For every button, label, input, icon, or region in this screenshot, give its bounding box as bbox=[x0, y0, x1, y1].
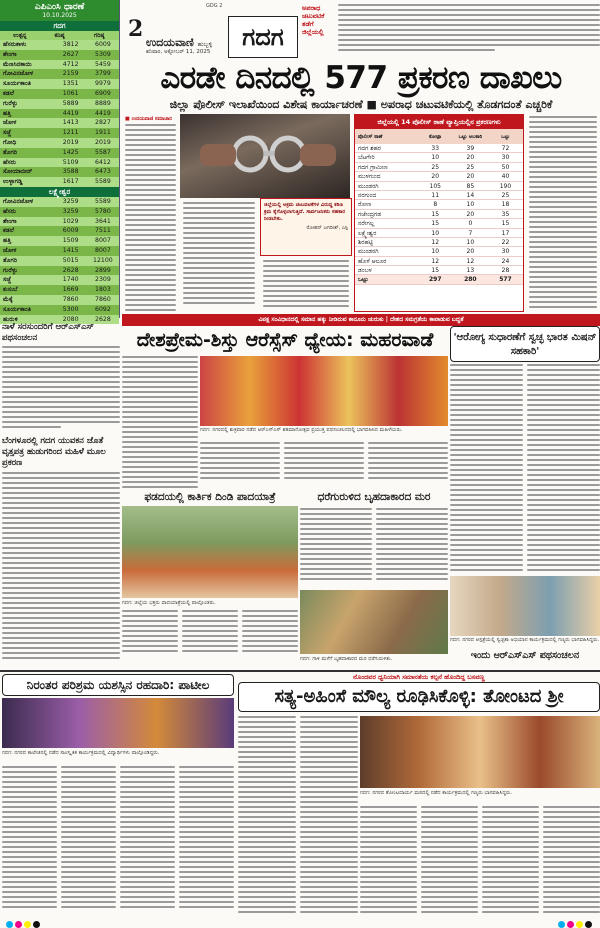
crime-cell-a: 10 bbox=[431, 154, 440, 162]
apmc-max: 6473 bbox=[95, 168, 111, 176]
apmc-min: 5109 bbox=[62, 158, 79, 166]
th-total: ಒಟ್ಟು bbox=[501, 133, 510, 140]
health-event-photo bbox=[450, 576, 600, 636]
crime-cell-c: 24 bbox=[501, 257, 510, 265]
crime-cell-c: 17 bbox=[501, 229, 510, 237]
apmc-row bbox=[0, 138, 119, 148]
apmc-row bbox=[0, 207, 119, 217]
crime-cell-a: 10 bbox=[431, 248, 440, 256]
apmc-row bbox=[0, 79, 119, 89]
crime-cell-a: 25 bbox=[431, 163, 440, 171]
crime-cell-c: 72 bbox=[501, 145, 510, 152]
crime-cell-b: 85 bbox=[466, 182, 475, 190]
main-story-col2 bbox=[180, 200, 258, 312]
crime-cell-c: 18 bbox=[501, 201, 510, 209]
handcuffs-photo bbox=[180, 114, 350, 198]
registration-dots-right bbox=[558, 913, 594, 928]
apmc-min: 1415 bbox=[62, 246, 79, 254]
total-label: ಒಟ್ಟು bbox=[358, 276, 369, 284]
crime-table-row bbox=[355, 163, 523, 172]
crime-cell-a: 11 bbox=[431, 191, 440, 199]
main-subheadline: ಜಿಲ್ಲಾ ಪೊಲೀಸ್ ಇಲಾಖೆಯಿಂದ ವಿಶೇಷ ಕಾರ್ಯಾಚರಣೆ ■ ಅಪರಾಧ ಚಟುವಟಿಕೆಯಲ್ಲಿ ತೊಡಗದಂತೆ ಎಚ್ಚರಿಕೆ bbox=[169, 98, 553, 111]
registration-dots-left bbox=[6, 913, 42, 928]
apmc-max: 5780 bbox=[95, 207, 111, 215]
apmc-name: ಗೋವಿನಜೋಳ bbox=[3, 197, 34, 205]
sp-quote-box bbox=[260, 198, 352, 256]
apmc-min: 1509 bbox=[62, 237, 79, 245]
apmc-max: 8007 bbox=[95, 237, 111, 245]
apmc-name: ಉಳ್ಳಾಗಡ್ಡಿ bbox=[3, 178, 23, 186]
apmc-min: 5015 bbox=[62, 256, 79, 264]
apmc-row bbox=[0, 236, 119, 246]
tree-fall-text bbox=[300, 508, 448, 588]
main-story-col3 bbox=[260, 258, 352, 312]
crime-table-title: ಜಿಲ್ಲೆಯಲ್ಲಿ 14 ಪೊಲೀಸ್ ಠಾಣೆ ವ್ಯಾಪ್ತಿಯಲ್ಲಿನ ಪ್ರಕರಣಗಳು bbox=[355, 115, 523, 129]
apmc-name: ಜೋಳ bbox=[3, 246, 17, 254]
apmc-name: ಮೆಕ್ಕೆ bbox=[3, 295, 13, 303]
crime-cell-name: ಮುಂಡರಗಿ bbox=[358, 248, 379, 256]
apmc-max: 7860 bbox=[95, 295, 111, 303]
sp-quote: ಜಿಲ್ಲೆಯಲ್ಲಿ ಅಕ್ರಮ ಚಟುವಟಿಕೆಗಳ ವಿರುದ್ಧ ಕಠಿಣ ಕ್ರಮ ಕೈಗೊಳ್ಳಲಾಗುತ್ತಿದೆ. ಸಾರ್ವಜನಿಕರು ಸಹಕಾರ ನೀಡಬೇಕು. bbox=[264, 202, 346, 222]
crime-cell-name: ರೋಣ bbox=[358, 201, 372, 209]
th-kotpa: ಕೋಟ್ಪಾ bbox=[428, 133, 442, 140]
padayatre-caption: ಗದಗ: ಜಿಲ್ಲೆಯ ಭಕ್ತರು ಪಾದಯಾತ್ರೆಯಲ್ಲಿ ಪಾಲ್ಗೊಂಡರು. bbox=[122, 600, 216, 606]
apmc-min: 1740 bbox=[62, 276, 79, 284]
rss-story-col2 bbox=[200, 442, 448, 488]
banner-strip: ವಿಪಕ್ಷ ಸಂವಿಧಾನದಲ್ಲಿ ಸಮಾನ ಹಕ್ಕು ನೀಡಿರುವ ಕಾನೂನು ಚುರುಕು | ದೇಶದ ಸಮಗ್ರತೆಯ ಕಾಪಾಡುವ ಬದ್ಧತೆ bbox=[122, 314, 600, 326]
apmc-row bbox=[0, 285, 119, 295]
padayatre-text bbox=[122, 610, 298, 668]
apmc-min: 1211 bbox=[62, 129, 79, 137]
byline: ■ ಉದಯವಾಣಿ ಸಮಾಚಾರ bbox=[125, 116, 172, 122]
apmc-max: 8007 bbox=[95, 246, 111, 254]
health-story-text bbox=[450, 364, 600, 574]
apmc-min: 5300 bbox=[62, 305, 79, 313]
crime-cell-a: 10 bbox=[431, 229, 440, 237]
apmc-max: 6009 bbox=[95, 41, 111, 48]
thontada-story-col2 bbox=[360, 806, 600, 916]
print-registration-marks bbox=[0, 916, 600, 928]
apmc-name: ಸಜ್ಜೆ bbox=[3, 129, 12, 137]
crime-cell-b: 10 bbox=[466, 238, 475, 246]
apmc-min: 2628 bbox=[62, 266, 79, 274]
crime-cell-name: ಡಂಬಳ bbox=[358, 267, 372, 275]
crime-cell-a: 15 bbox=[431, 210, 440, 218]
crime-cell-c: 25 bbox=[501, 191, 510, 199]
apmc-min: 1413 bbox=[62, 119, 79, 127]
apmc-max: 3799 bbox=[95, 70, 111, 78]
rss-march-text bbox=[2, 346, 120, 432]
crime-cell-b: 13 bbox=[466, 267, 475, 275]
apmc-name: ಕಡಲೆ bbox=[3, 89, 14, 97]
apmc-name: ಕಡಲೆ bbox=[3, 227, 14, 235]
apmc-min: 3812 bbox=[62, 41, 79, 48]
crime-cell-b: 12 bbox=[466, 257, 475, 265]
apmc-max: 5589 bbox=[95, 197, 111, 205]
bengaluru-story-headline: ಬೆಂಗಳೂರಲ್ಲಿ ಗದಗ ಯುವಕನ ಜೊತೆ ವೃತ್ತಪತ್ರ ಹುಡುಗರಿಂದ ಮಹಿಳೆ ಮೂಲ ಪ್ರಕರಣ bbox=[2, 436, 106, 468]
apmc-max: 2019 bbox=[95, 138, 111, 146]
apmc-row bbox=[0, 99, 119, 109]
crime-cases-table bbox=[354, 114, 524, 312]
apmc-row bbox=[0, 275, 119, 285]
apmc-name: ಹತ್ತಿ bbox=[3, 109, 12, 117]
crime-cell-b: 10 bbox=[466, 201, 475, 209]
apmc-name: ಹತ್ತಿ bbox=[3, 237, 12, 245]
handcuffs-icon bbox=[180, 114, 350, 198]
crime-table-body bbox=[355, 144, 523, 275]
apmc-row bbox=[0, 197, 119, 207]
main-story-col4 bbox=[526, 114, 600, 314]
apmc-min: 2019 bbox=[62, 138, 79, 146]
apmc-max: 9979 bbox=[95, 80, 111, 88]
padayatre-photo bbox=[122, 506, 298, 598]
apmc-price-panel bbox=[0, 0, 120, 323]
crime-table-row bbox=[355, 144, 523, 153]
apmc-max: 6909 bbox=[95, 89, 111, 97]
crime-cell-b: 20 bbox=[466, 210, 475, 218]
crime-cell-c: 30 bbox=[501, 154, 510, 162]
apmc-min: 3588 bbox=[62, 168, 79, 176]
crime-table-row bbox=[355, 247, 523, 256]
apmc-name: ಗುರೆಳ್ಳು bbox=[3, 99, 18, 107]
apmc-max: 4419 bbox=[95, 109, 111, 117]
crime-table-row bbox=[355, 200, 523, 209]
apmc-name: ಕುಸುಬೆ bbox=[3, 286, 18, 294]
crime-table-row bbox=[355, 153, 523, 162]
total-b: 280 bbox=[464, 276, 477, 284]
apmc-name: ಗುರೆಳ್ಳು bbox=[3, 266, 18, 274]
paper-title: ಉದಯವಾಣಿ bbox=[146, 36, 194, 49]
crime-cell-a: 12 bbox=[431, 257, 440, 265]
crime-cell-name: ನರೇಗಲ್ಲ bbox=[358, 220, 375, 228]
crime-cell-a: 15 bbox=[431, 267, 440, 275]
crime-cell-c: 190 bbox=[499, 182, 512, 190]
apmc-min: 3259 bbox=[62, 207, 79, 215]
top-brief-text bbox=[302, 2, 600, 58]
crime-cell-b: 0 bbox=[468, 220, 473, 228]
apmc-min: 1029 bbox=[62, 217, 79, 225]
apmc-row bbox=[0, 148, 119, 158]
apmc-min: 2159 bbox=[62, 70, 79, 78]
crime-cell-c: 15 bbox=[501, 220, 510, 228]
apmc-max: 6412 bbox=[95, 158, 111, 166]
rss-march-photo bbox=[200, 356, 448, 426]
city-title: ಗದಗ bbox=[228, 16, 298, 58]
apmc-name: ಶೇಂಗಾ bbox=[3, 50, 17, 58]
crime-table-row bbox=[355, 238, 523, 247]
apmc-name: ಸೂರ್ಯಕಾಂತಿ bbox=[3, 80, 32, 88]
apmc-col-headers bbox=[0, 31, 119, 40]
crime-cell-c: 28 bbox=[501, 267, 510, 275]
crime-cell-c: 30 bbox=[501, 248, 510, 256]
apmc-name: ಶೇಂಗಾ bbox=[3, 217, 17, 225]
th-station: ಪೊಲೀಸ್ ಠಾಣೆ bbox=[358, 133, 383, 140]
col-min: ಕನಿಷ್ಠ bbox=[54, 32, 65, 39]
crime-cell-a: 105 bbox=[429, 182, 441, 190]
page-number: 2 bbox=[128, 16, 144, 42]
issue-date: ಶನಿವಾರ, ಅಕ್ಟೋಬರ್ 11, 2025 bbox=[146, 49, 211, 55]
crime-cell-b: 14 bbox=[466, 191, 475, 199]
apmc-name: ಜೋಳ bbox=[3, 119, 17, 127]
padayatre-headline: ಫಡದಯಲ್ಲಿ ಕಾರ್ತಿಕ ದಿಂಡಿ ಪಾದಯಾತ್ರೆ bbox=[144, 491, 276, 503]
apmc-name: ಗೋಧಿ bbox=[3, 138, 17, 146]
crime-cell-b: 39 bbox=[466, 145, 475, 152]
crime-cell-c: 40 bbox=[501, 173, 510, 181]
apmc-max: 2309 bbox=[95, 276, 111, 284]
apmc-name: ಸಜ್ಜೆ bbox=[3, 276, 12, 284]
crime-cell-name: ಗದಗ ಗ್ರಾಮೀಣ bbox=[358, 163, 388, 171]
apmc-max: 1803 bbox=[95, 286, 111, 294]
crime-cell-b: 7 bbox=[468, 229, 473, 237]
apmc-date: 10.10.2025 bbox=[0, 12, 119, 21]
crime-cell-b: 20 bbox=[466, 173, 475, 181]
apmc-min: 1061 bbox=[62, 89, 79, 97]
apmc-row bbox=[0, 167, 119, 177]
apmc-max: 5459 bbox=[95, 60, 111, 68]
crime-table-header bbox=[355, 129, 523, 144]
apmc-row bbox=[0, 109, 119, 119]
apmc-row bbox=[0, 295, 119, 305]
apmc-section-gadag: ಗದಗ bbox=[0, 21, 119, 31]
apmc-max: 12100 bbox=[93, 256, 113, 264]
apmc-min: 2627 bbox=[62, 50, 79, 58]
apmc-rows-laxmeshwar bbox=[0, 197, 119, 324]
crime-table-row bbox=[355, 257, 523, 266]
tree-fall-headline: ಧರೆಗುರುಳಿದ ಬೃಹದಾಕಾರದ ಮರ bbox=[317, 491, 431, 503]
crime-cell-name: ಗದಗ ಶಹರ bbox=[358, 145, 381, 152]
brief-headline: ಅಪರಾಧ ಚಟುವಟಿಕೆ ತಡೆಗೆ ಜಿಲ್ಲೆಯಲ್ಲಿ bbox=[302, 4, 325, 36]
apmc-max: 6092 bbox=[95, 305, 111, 313]
health-headline: 'ಆರೋಗ್ಯ ಸುಧಾರಣೆಗೆ ಸ್ವಚ್ಛ ಭಾರತ ಮಿಷನ್ ಸಹಕಾರಿ' bbox=[450, 326, 600, 362]
crime-cell-c: 50 bbox=[501, 163, 510, 171]
apmc-min: 6009 bbox=[62, 227, 79, 235]
rss-march-headline: ನಾಳೆ ಸರಸುಂದರಿಗೆ ಆರ್‌ಎಸ್‌ಎಸ್ ಪಥಸಂಚಲನ bbox=[2, 322, 94, 343]
apmc-max: 2899 bbox=[95, 266, 111, 274]
apmc-name: ಹುರುಳಿ bbox=[3, 315, 18, 323]
apmc-max: 5309 bbox=[95, 50, 111, 58]
crime-cell-b: 20 bbox=[466, 248, 475, 256]
page-code: GDG 2 bbox=[206, 3, 223, 9]
crime-cell-name: ಮುಂಡರಗಿ bbox=[358, 182, 379, 190]
crime-table-row bbox=[355, 266, 523, 275]
apmc-min: 7860 bbox=[62, 295, 79, 303]
crime-table-row bbox=[355, 172, 523, 181]
crime-table-row bbox=[355, 219, 523, 228]
apmc-max: 2827 bbox=[95, 119, 111, 127]
apmc-name: ಹೆಸರು bbox=[3, 158, 17, 166]
crime-cell-name: ಗಜೇಂದ್ರಗಡ bbox=[358, 210, 382, 218]
th-abkari: ಒಟ್ಟು ಅಬಕಾರಿ bbox=[458, 133, 483, 140]
apmc-row bbox=[0, 246, 119, 256]
apmc-section-laxmeshwar: ಲಕ್ಷ್ಮೇಶ್ವರ bbox=[0, 187, 119, 197]
apmc-row bbox=[0, 305, 119, 315]
crime-cell-a: 20 bbox=[431, 173, 440, 181]
crime-cell-c: 35 bbox=[501, 210, 510, 218]
apmc-min: 4419 bbox=[62, 109, 79, 117]
health-photo-caption: ಗದಗ: ನಗರದ ಆಸ್ಪತ್ರೆಯಲ್ಲಿ ಸ್ವಚ್ಛತಾ ಅಭಿಯಾನ ಕಾರ್ಯಕ್ರಮದಲ್ಲಿ ಗಣ್ಯರು ಭಾಗವಹಿಸಿದ್ದರು. bbox=[450, 637, 600, 643]
apmc-min: 1669 bbox=[62, 286, 79, 294]
bengaluru-story-text bbox=[2, 472, 120, 668]
apmc-title: ಎಪಿಎಂಸಿ ಧಾರಣೆ bbox=[0, 0, 119, 12]
apmc-name: ಮೆಣಸಿನಕಾಯಿ bbox=[3, 60, 32, 68]
crime-table-row bbox=[355, 182, 523, 191]
apmc-max: 5587 bbox=[95, 148, 111, 156]
crime-cell-a: 12 bbox=[431, 238, 440, 246]
apmc-min: 5889 bbox=[62, 99, 79, 107]
patil-photo-caption: ಗದಗ: ನಗರದ ಕಾಲೇಜಿನಲ್ಲಿ ನಡೆದ ಸಾಂಸ್ಕೃತಿಕ ಕಾರ್ಯಕ್ರಮದಲ್ಲಿ ವಿದ್ಯಾರ್ಥಿಗಳು ಪಾಲ್ಗೊಂಡಿದ್ದರು. bbox=[2, 750, 160, 756]
apmc-row bbox=[0, 217, 119, 227]
col-max: ಗರಿಷ್ಠ bbox=[93, 32, 105, 39]
apmc-max: 5589 bbox=[95, 178, 111, 186]
apmc-row bbox=[0, 128, 119, 138]
crime-table-row bbox=[355, 229, 523, 238]
crime-table-row bbox=[355, 210, 523, 219]
thontada-story-col1 bbox=[238, 716, 358, 916]
apmc-row bbox=[0, 89, 119, 99]
crime-cell-name: ನರಗುಂದ bbox=[358, 191, 377, 199]
edition-tag: ಹುಬ್ಬಳ್ಳಿ bbox=[197, 41, 213, 48]
crime-cell-name: ಮುಳಗುಂದ bbox=[358, 173, 381, 181]
apmc-min: 3259 bbox=[62, 197, 79, 205]
apmc-min: 1425 bbox=[62, 148, 79, 156]
apmc-row bbox=[0, 60, 119, 70]
col-product: ಉತ್ಪನ್ನ bbox=[13, 32, 27, 39]
patil-event-photo bbox=[2, 698, 234, 748]
sp-quote-source: ರೋಹನ್ ಜಗದೀಶ್, ಎಸ್ಪಿ bbox=[306, 225, 348, 231]
apmc-name: ಗೋವಿನಜೋಳ bbox=[3, 70, 34, 78]
apmc-min: 4712 bbox=[62, 60, 79, 68]
total-c: 577 bbox=[499, 276, 512, 284]
crime-table-total-row bbox=[355, 275, 523, 284]
rss-photo-caption: ಗದಗ: ನಗರದಲ್ಲಿ ಶುಕ್ರವಾರ ನಡೆದ ಆರ್‌ಎಸ್‌ಎಸ್ ಶತಮಾನೋತ್ಸವ ಪ್ರಯುಕ್ತ ಪಥಸಂಚಲನದಲ್ಲಿ ಭಾಗವಹಿಸಿದ ಮಹಿಳೆಯರು. bbox=[200, 427, 403, 433]
apmc-name: ತೊಗರಿ bbox=[3, 256, 18, 264]
tree-fall-caption: ಗದಗ: ಗಾಳಿ ಮಳೆಗೆ ಬೃಹದಾಕಾರದ ಮರ ಧರೆಗುರುಳಿತು. bbox=[300, 656, 393, 662]
apmc-row bbox=[0, 266, 119, 276]
apmc-name: ಹೆಸರು bbox=[3, 207, 17, 215]
apmc-max: 1911 bbox=[95, 129, 111, 137]
crime-cell-a: 33 bbox=[431, 145, 440, 152]
apmc-row bbox=[0, 177, 119, 187]
apmc-row bbox=[0, 50, 119, 60]
thontada-kicker: ನೊಂದವರ ಧ್ವನಿಯಾಗಿ ಸಮಾನತೆಯ ಕಲ್ಪನೆ ಹೊಂದಿದ್ದ ಬಸವಣ್ಣ bbox=[353, 673, 485, 681]
apmc-row bbox=[0, 69, 119, 79]
thontada-headline: ಸತ್ಯ-ಅಹಿಂಸೆ ಮೌಲ್ಯ ರೂಢಿಸಿಕೊಳ್ಳಿ: ತೋಂಟದ ಶ್ರೀ bbox=[238, 682, 600, 712]
rss-today-headline: ಇಂದು ಆರ್‌ಎಸ್‌ಎಸ್ ಪಥಸಂಚಲನ bbox=[470, 650, 580, 661]
apmc-max: 3641 bbox=[95, 217, 111, 225]
apmc-max: 7511 bbox=[95, 227, 111, 235]
apmc-max: 2628 bbox=[95, 315, 111, 323]
thontada-event-photo bbox=[360, 716, 600, 788]
apmc-name: ತೊಗರಿ bbox=[3, 148, 18, 156]
apmc-row bbox=[0, 40, 119, 50]
crime-cell-name: ಶಿರಹಟ್ಟಿ bbox=[358, 238, 373, 246]
main-story-col1 bbox=[122, 114, 179, 314]
crime-cell-name: ಹೊಳೆ ಆಲೂರ bbox=[358, 257, 387, 265]
thontada-photo-caption: ಗದಗ: ನಗರದ ತೋಂಟದಾರ್ಯ ಮಠದಲ್ಲಿ ನಡೆದ ಕಾರ್ಯಕ್ರಮದಲ್ಲಿ ಗಣ್ಯರು ಭಾಗವಹಿಸಿದ್ದರು. bbox=[360, 790, 513, 796]
crime-table-row bbox=[355, 191, 523, 200]
apmc-max: 8889 bbox=[95, 99, 111, 107]
apmc-row bbox=[0, 158, 119, 168]
crime-cell-name: ಬೆಟಗೇರಿ bbox=[358, 154, 375, 162]
main-headline: ಎರಡೇ ದಿನದಲ್ಲಿ 577 ಪ್ರಕರಣ ದಾಖಲು bbox=[160, 60, 562, 96]
apmc-name: ಹೆಸರುಕಾಳು bbox=[3, 41, 27, 48]
apmc-min: 1351 bbox=[62, 80, 79, 88]
apmc-name: ಸೋಯಾಬೀನ್ bbox=[3, 168, 33, 176]
apmc-row bbox=[0, 256, 119, 266]
apmc-rows-gadag bbox=[0, 40, 119, 187]
crime-cell-name: ಲಕ್ಷ್ಮೇಶ್ವರ bbox=[358, 229, 377, 237]
apmc-row bbox=[0, 118, 119, 128]
apmc-min: 1617 bbox=[62, 178, 79, 186]
crime-cell-a: 8 bbox=[433, 201, 438, 209]
crime-cell-a: 15 bbox=[431, 220, 440, 228]
apmc-name: ಸೂರ್ಯಕಾಂತಿ bbox=[3, 305, 32, 313]
patil-headline: ನಿರಂತರ ಪರಿಶ್ರಮ ಯಶಸ್ಸಿನ ರಹದಾರಿ: ಪಾಟೀಲ bbox=[2, 674, 234, 696]
paper-name bbox=[146, 36, 212, 50]
crime-cell-b: 20 bbox=[466, 154, 475, 162]
apmc-row bbox=[0, 226, 119, 236]
rss-headline: ದೇಶಪ್ರೇಮ-ಶಿಸ್ತು ಆರೆಸ್ಸೆಸ್ ಧ್ಯೇಯ: ಮಹರವಾಡೆ bbox=[136, 329, 434, 351]
apmc-min: 2080 bbox=[62, 315, 79, 323]
crime-cell-c: 22 bbox=[501, 238, 510, 246]
total-a: 297 bbox=[428, 276, 442, 284]
tree-fall-photo bbox=[300, 590, 448, 654]
patil-story-text bbox=[2, 766, 234, 916]
crime-cell-b: 25 bbox=[466, 163, 475, 171]
rss-story-col1 bbox=[122, 356, 198, 496]
